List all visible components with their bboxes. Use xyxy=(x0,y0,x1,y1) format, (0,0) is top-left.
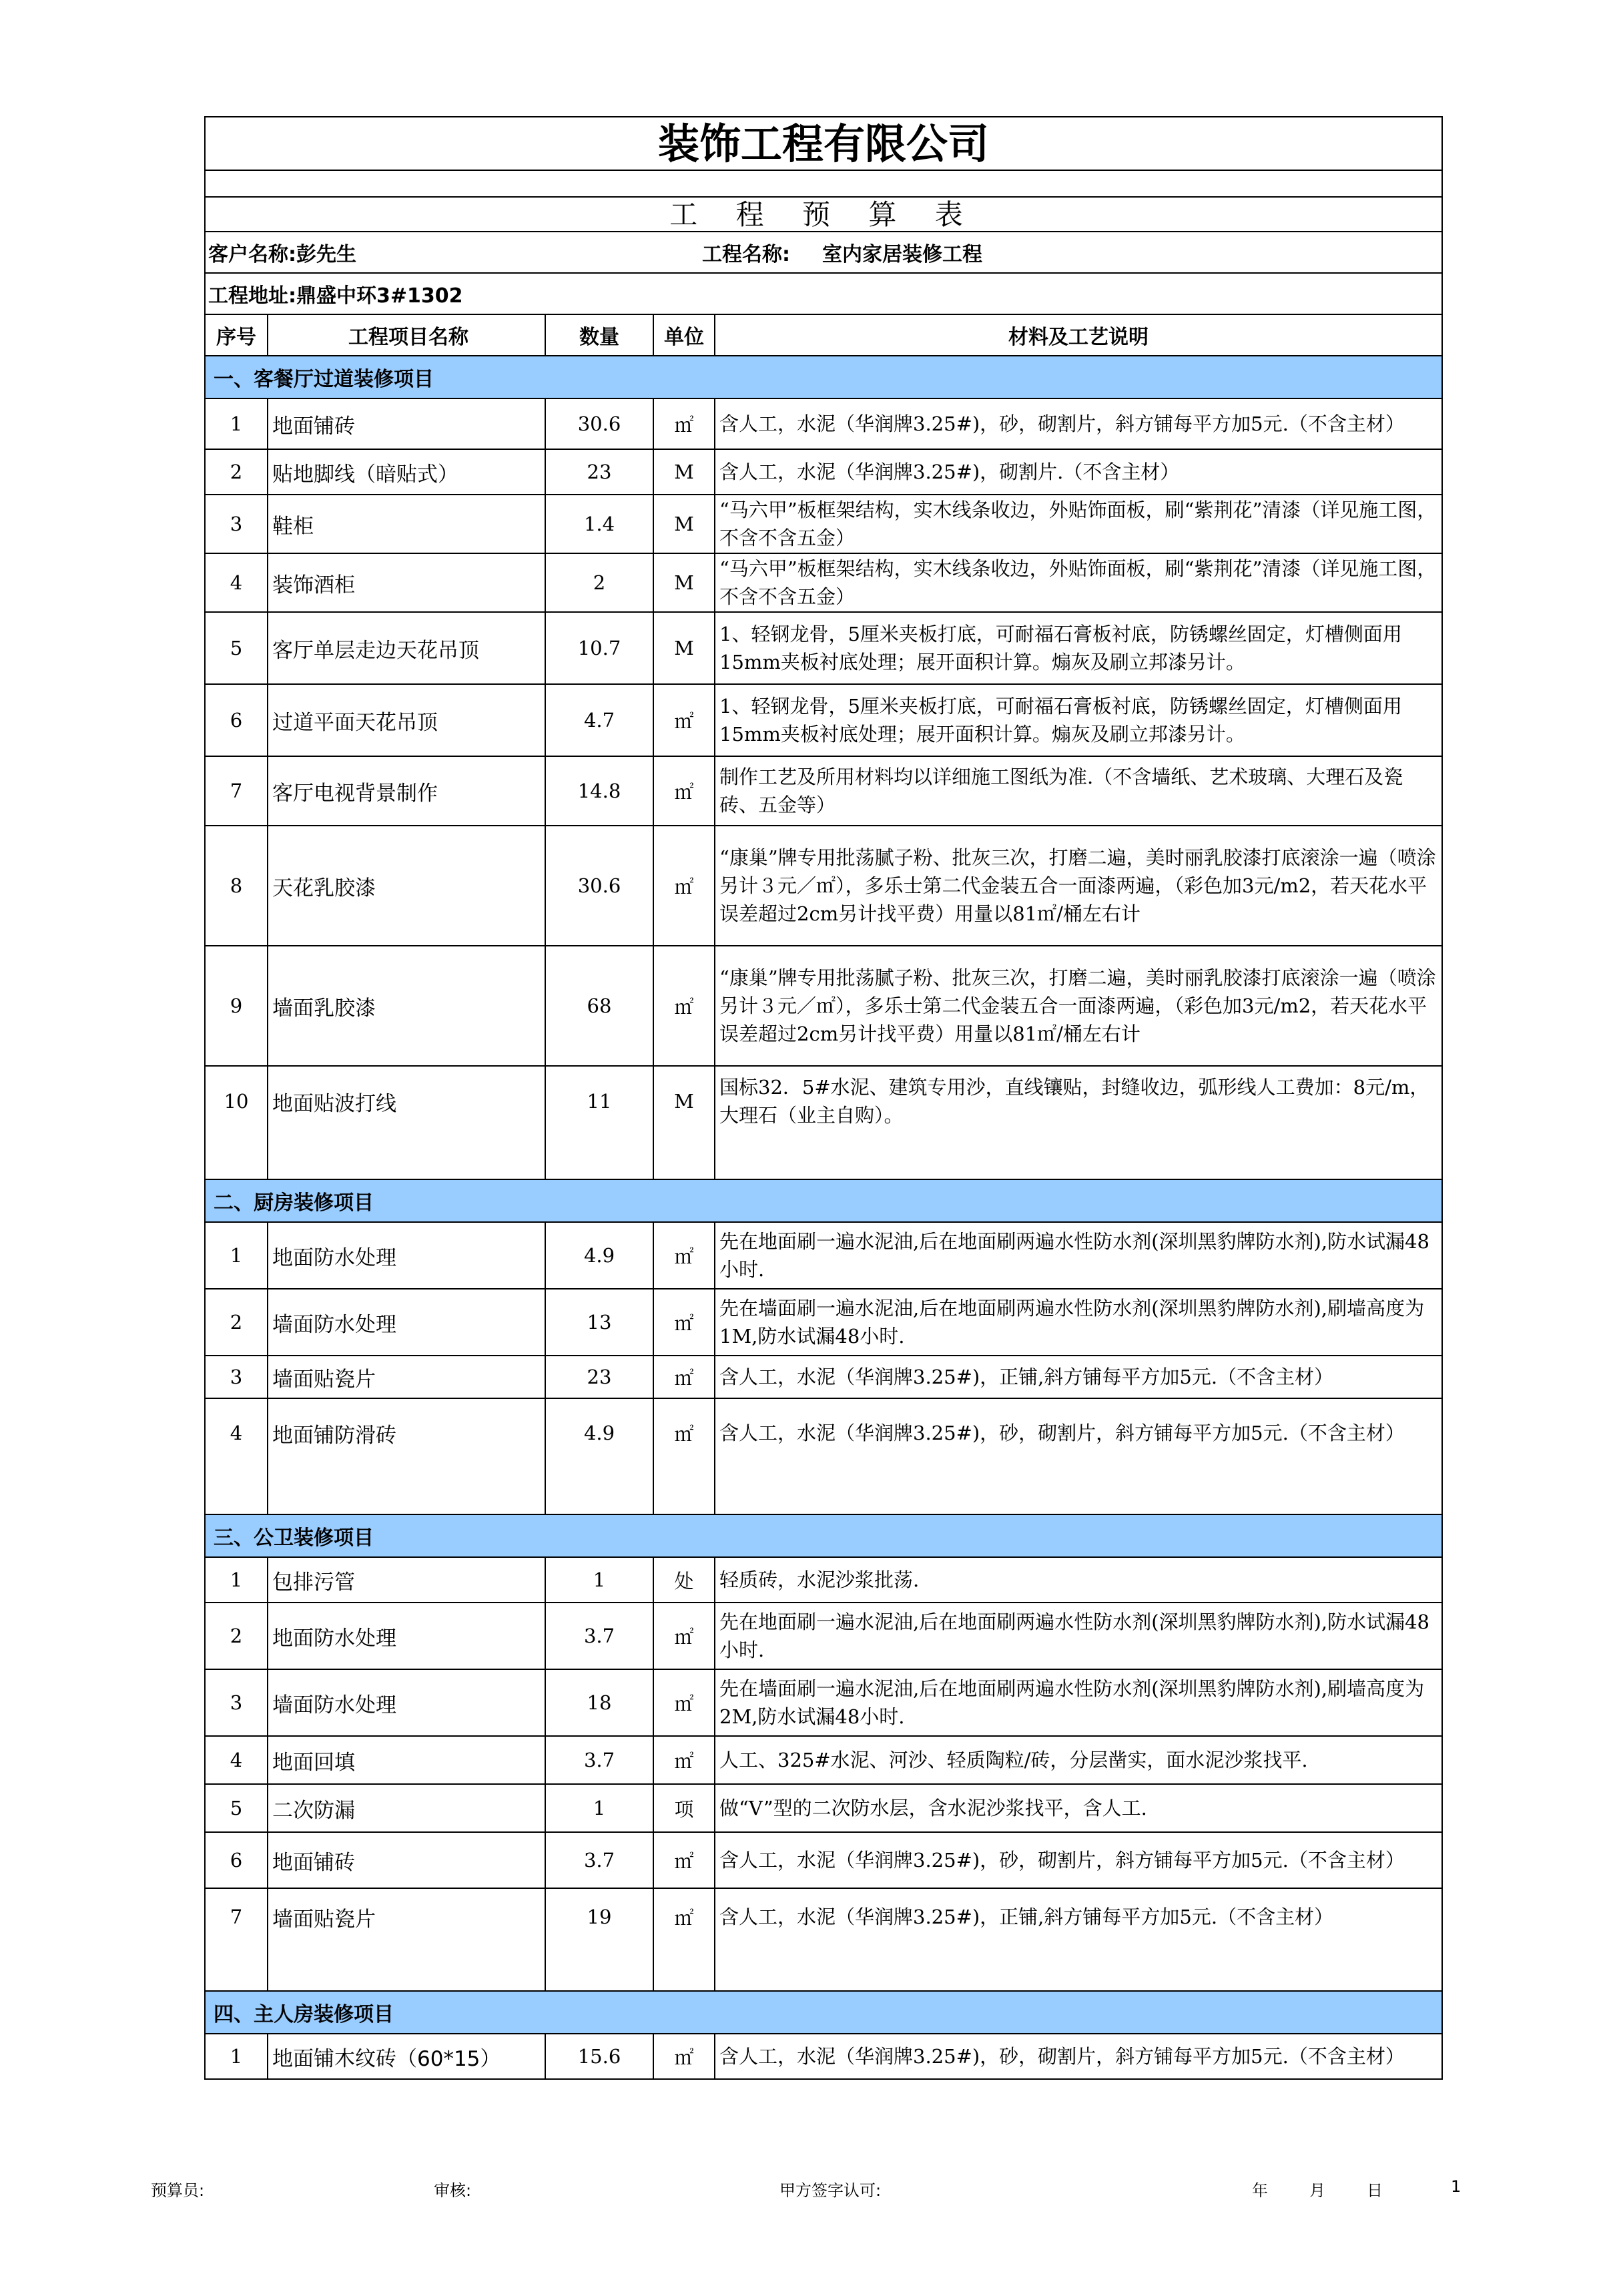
row-number: 4 xyxy=(206,554,268,611)
item-name: 客厅单层走边天花吊顶 xyxy=(268,613,546,683)
section-title: 三、公卫装修项目 xyxy=(214,1526,374,1550)
item-description: 人工、325#水泥、河沙、轻质陶粒/砖，分层凿实，面水泥沙浆找平. xyxy=(719,1749,1308,1771)
item-quantity: 23 xyxy=(546,450,654,494)
table-row xyxy=(206,1785,1441,1833)
item-unit: M xyxy=(654,1067,715,1136)
table-header xyxy=(206,315,1441,356)
item-quantity: 19 xyxy=(546,1889,654,1945)
item-description: 含人工，水泥（华润牌3.25#)，正铺,斜方铺每平方加5元.（不含主材） xyxy=(719,1366,1334,1388)
row-number: 1 xyxy=(206,1223,268,1288)
table-row xyxy=(206,1889,1441,1945)
item-quantity: 1 xyxy=(546,1558,654,1602)
table-row xyxy=(206,2034,1441,2078)
address-row xyxy=(206,274,1441,315)
table-row xyxy=(206,1356,1441,1399)
col-desc: 材料及工艺说明 xyxy=(1008,326,1149,349)
item-name: 地面铺砖 xyxy=(268,399,546,449)
section-2-rows xyxy=(206,1223,1441,1467)
item-description: 含人工，水泥（华润牌3.25#)，砂，砌割片，斜方铺每平方加5元.（不含主材） xyxy=(719,1849,1405,1872)
item-name: 贴地脚线（暗贴式） xyxy=(268,450,546,494)
table-row xyxy=(206,1558,1441,1603)
table-row xyxy=(206,946,1441,1067)
item-unit: ㎡ xyxy=(654,1670,715,1735)
footer-month: 月 xyxy=(1309,2181,1325,2200)
item-unit: ㎡ xyxy=(654,399,715,449)
item-quantity: 2 xyxy=(546,554,654,611)
row-number: 3 xyxy=(206,1356,268,1398)
item-quantity: 3.7 xyxy=(546,1603,654,1669)
footer-review: 审核: xyxy=(434,2181,472,2200)
footer-estimator: 预算员: xyxy=(151,2181,205,2200)
item-quantity: 10.7 xyxy=(546,613,654,683)
row-number: 8 xyxy=(206,826,268,945)
item-description: “马六甲”板框架结构，实木线条收边，外贴饰面板，刷“紫荆花”清漆（详见施工图，不含不含五金） xyxy=(719,557,1437,608)
item-unit: ㎡ xyxy=(654,1603,715,1669)
item-name: 包排污管 xyxy=(268,1558,546,1602)
title-row xyxy=(206,198,1441,232)
table-row xyxy=(206,685,1441,757)
blank-row xyxy=(206,171,1441,198)
item-description: 1、轻钢龙骨，5厘米夹板打底，可耐福石膏板衬底，防锈螺丝固定，灯槽侧面用15mm夹板衬底处理；展开面积计算。煽灰及刷立邦漆另计。 xyxy=(719,695,1402,746)
project-name: 室内家居装修工程 xyxy=(822,243,982,266)
table-row xyxy=(206,613,1441,685)
row-number: 10 xyxy=(206,1067,268,1136)
row-number: 4 xyxy=(206,1399,268,1467)
item-name: 过道平面天花吊顶 xyxy=(268,685,546,756)
table-row xyxy=(206,495,1441,554)
item-unit: ㎡ xyxy=(654,1223,715,1288)
row-number: 1 xyxy=(206,1558,268,1602)
item-quantity: 30.6 xyxy=(546,826,654,945)
company-name: 装饰工程有限公司 xyxy=(657,119,989,168)
item-unit: ㎡ xyxy=(654,1356,715,1398)
project-address: 工程地址:鼎盛中环3#1302 xyxy=(208,284,463,308)
table-row xyxy=(206,1833,1441,1889)
table-row xyxy=(206,554,1441,613)
col-no: 序号 xyxy=(206,315,268,355)
item-name: 鞋柜 xyxy=(268,495,546,553)
section-3-rows xyxy=(206,1558,1441,1945)
item-quantity: 4.9 xyxy=(546,1399,654,1467)
item-description: “马六甲”板框架结构，实木线条收边，外贴饰面板，刷“紫荆花”清漆（详见施工图，不含不含五金） xyxy=(719,499,1437,549)
row-number: 6 xyxy=(206,1833,268,1888)
item-description: 先在地面刷一遍水泥油,后在地面刷两遍水性防水剂(深圳黑豹牌防水剂),防水试漏48小时. xyxy=(719,1230,1429,1281)
table-row xyxy=(206,826,1441,946)
section-header xyxy=(206,1180,1441,1223)
table-row xyxy=(206,1289,1441,1356)
item-unit: 处 xyxy=(654,1558,715,1602)
item-quantity: 11 xyxy=(546,1067,654,1136)
row-number: 3 xyxy=(206,1670,268,1735)
item-description: 含人工，水泥（华润牌3.25#)，砂，砌割片，斜方铺每平方加5元.（不含主材） xyxy=(719,412,1405,435)
table-row xyxy=(206,1670,1441,1737)
item-name: 地面铺防滑砖 xyxy=(268,1399,546,1467)
item-quantity: 15.6 xyxy=(546,2034,654,2078)
customer-row xyxy=(206,232,1441,274)
item-quantity: 1 xyxy=(546,1785,654,1831)
item-unit: ㎡ xyxy=(654,757,715,825)
item-description: 轻质砖，水泥沙浆批荡. xyxy=(719,1568,920,1591)
row-number: 2 xyxy=(206,1289,268,1355)
item-name: 天花乳胶漆 xyxy=(268,826,546,945)
item-name: 地面贴波打线 xyxy=(268,1067,546,1136)
item-name: 装饰酒柜 xyxy=(268,554,546,611)
company-row xyxy=(206,117,1441,171)
row-number: 9 xyxy=(206,946,268,1065)
item-name: 墙面防水处理 xyxy=(268,1289,546,1355)
table-row xyxy=(206,1603,1441,1670)
section-title: 一、客餐厅过道装修项目 xyxy=(214,368,434,391)
item-name: 地面回填 xyxy=(268,1737,546,1783)
row-number: 1 xyxy=(206,399,268,449)
row-number: 7 xyxy=(206,757,268,825)
item-name: 地面防水处理 xyxy=(268,1223,546,1288)
item-quantity: 68 xyxy=(546,946,654,1065)
item-unit: M xyxy=(654,554,715,611)
item-unit: ㎡ xyxy=(654,1289,715,1355)
col-name: 工程项目名称 xyxy=(268,315,546,355)
footer-page-number: 1 xyxy=(1451,2177,1462,2196)
item-description: 先在墙面刷一遍水泥油,后在地面刷两遍水性防水剂(深圳黑豹牌防水剂),刷墙高度为2M,防水试漏48小时. xyxy=(719,1677,1425,1728)
table-row xyxy=(206,1399,1441,1467)
item-description: 先在地面刷一遍水泥油,后在地面刷两遍水性防水剂(深圳黑豹牌防水剂),防水试漏48小时. xyxy=(719,1611,1429,1661)
item-unit: M xyxy=(654,495,715,553)
table-row-empty xyxy=(206,1467,1441,1515)
item-name: 墙面贴瓷片 xyxy=(268,1889,546,1945)
item-name: 墙面乳胶漆 xyxy=(268,946,546,1065)
customer-name: 客户名称:彭先生 xyxy=(208,243,356,266)
item-description: 含人工，水泥（华润牌3.25#)，砂，砌割片，斜方铺每平方加5元.（不含主材） xyxy=(719,2045,1405,2068)
row-number: 2 xyxy=(206,450,268,494)
item-description: 含人工，水泥（华润牌3.25#)，砌割片.（不含主材） xyxy=(719,461,1180,483)
project-label: 工程名称: xyxy=(702,243,790,266)
item-unit: ㎡ xyxy=(654,946,715,1065)
table-row xyxy=(206,399,1441,450)
item-name: 地面铺木纹砖（60*15） xyxy=(268,2034,546,2078)
row-number: 6 xyxy=(206,685,268,756)
table-row xyxy=(206,450,1441,495)
row-number: 5 xyxy=(206,1785,268,1831)
col-qty: 数量 xyxy=(546,315,654,355)
item-quantity: 18 xyxy=(546,1670,654,1735)
table-row xyxy=(206,1067,1441,1136)
section-header xyxy=(206,356,1441,399)
item-name: 墙面防水处理 xyxy=(268,1670,546,1735)
item-unit: ㎡ xyxy=(654,1737,715,1783)
item-name: 地面防水处理 xyxy=(268,1603,546,1669)
item-description: 国标32．5#水泥、建筑专用沙，直线镶贴，封缝收边，弧形线人工费加：8元/m，大理石（业主自购）。 xyxy=(719,1076,1429,1127)
item-unit: ㎡ xyxy=(654,685,715,756)
item-quantity: 14.8 xyxy=(546,757,654,825)
item-quantity: 3.7 xyxy=(546,1737,654,1783)
item-description: 1、轻钢龙骨，5厘米夹板打底，可耐福石膏板衬底，防锈螺丝固定，灯槽侧面用15mm夹板衬底处理；展开面积计算。煽灰及刷立邦漆另计。 xyxy=(719,623,1402,673)
item-quantity: 4.9 xyxy=(546,1223,654,1288)
item-unit: M xyxy=(654,450,715,494)
item-description: 含人工，水泥（华润牌3.25#)，砂，砌割片，斜方铺每平方加5元.（不含主材） xyxy=(719,1422,1405,1444)
item-quantity: 13 xyxy=(546,1289,654,1355)
item-description: 制作工艺及所用材料均以详细施工图纸为准.（不含墙纸、艺术玻璃、大理石及瓷砖、五金等） xyxy=(719,766,1403,816)
row-number: 3 xyxy=(206,495,268,553)
footer-day: 日 xyxy=(1367,2181,1383,2200)
item-description: 先在墙面刷一遍水泥油,后在地面刷两遍水性防水剂(深圳黑豹牌防水剂),刷墙高度为1M,防水试漏48小时. xyxy=(719,1297,1425,1348)
row-number: 7 xyxy=(206,1889,268,1945)
table-row xyxy=(206,1737,1441,1785)
item-name: 地面铺砖 xyxy=(268,1833,546,1888)
section-title: 二、厨房装修项目 xyxy=(214,1191,374,1215)
item-unit: ㎡ xyxy=(654,1833,715,1888)
table-row xyxy=(206,757,1441,826)
item-quantity: 23 xyxy=(546,1356,654,1398)
item-description: “康巢”牌专用批荡腻子粉、批灰三次，打磨二遍，美时丽乳胶漆打底滚涂一遍（喷涂另计３元／㎡），多乐士第二代金装五合一面漆两遍，（彩色加3元/m2，若天花水平误差超过2cm另计找平费）用量以81㎡/桶左右计 xyxy=(719,846,1436,925)
footer-party-a: 甲方签字认可: xyxy=(779,2181,882,2200)
row-number: 5 xyxy=(206,613,268,683)
item-quantity: 3.7 xyxy=(546,1833,654,1888)
row-number: 4 xyxy=(206,1737,268,1783)
item-unit: ㎡ xyxy=(654,2034,715,2078)
item-name: 墙面贴瓷片 xyxy=(268,1356,546,1398)
section-4-rows xyxy=(206,2034,1441,2078)
item-unit: ㎡ xyxy=(654,1399,715,1467)
row-number: 2 xyxy=(206,1603,268,1669)
item-description: 做“V”型的二次防水层，含水泥沙浆找平，含人工. xyxy=(719,1797,1147,1819)
item-quantity: 4.7 xyxy=(546,685,654,756)
item-name: 二次防漏 xyxy=(268,1785,546,1831)
table-row-empty xyxy=(206,1945,1441,1992)
section-header xyxy=(206,1992,1441,2034)
section-1-rows xyxy=(206,399,1441,1136)
table-row xyxy=(206,1223,1441,1289)
col-unit: 单位 xyxy=(654,315,715,355)
item-quantity: 30.6 xyxy=(546,399,654,449)
item-unit: ㎡ xyxy=(654,1889,715,1945)
item-description: 含人工，水泥（华润牌3.25#)，正铺,斜方铺每平方加5元.（不含主材） xyxy=(719,1906,1334,1928)
table-row-empty xyxy=(206,1136,1441,1180)
sheet-title: 工 程 预 算 表 xyxy=(669,198,978,231)
section-title: 四、主人房装修项目 xyxy=(214,2003,394,2026)
item-quantity: 1.4 xyxy=(546,495,654,553)
section-header xyxy=(206,1515,1441,1558)
item-unit: ㎡ xyxy=(654,826,715,945)
item-name: 客厅电视背景制作 xyxy=(268,757,546,825)
budget-sheet xyxy=(204,116,1443,2080)
item-unit: 项 xyxy=(654,1785,715,1831)
item-unit: M xyxy=(654,613,715,683)
footer-year: 年 xyxy=(1252,2181,1268,2200)
row-number: 1 xyxy=(206,2034,268,2078)
item-description: “康巢”牌专用批荡腻子粉、批灰三次，打磨二遍，美时丽乳胶漆打底滚涂一遍（喷涂另计３元／㎡），多乐士第二代金装五合一面漆两遍，（彩色加3元/m2，若天花水平误差超过2cm另计找平费）用量以81㎡/桶左右计 xyxy=(719,966,1436,1045)
